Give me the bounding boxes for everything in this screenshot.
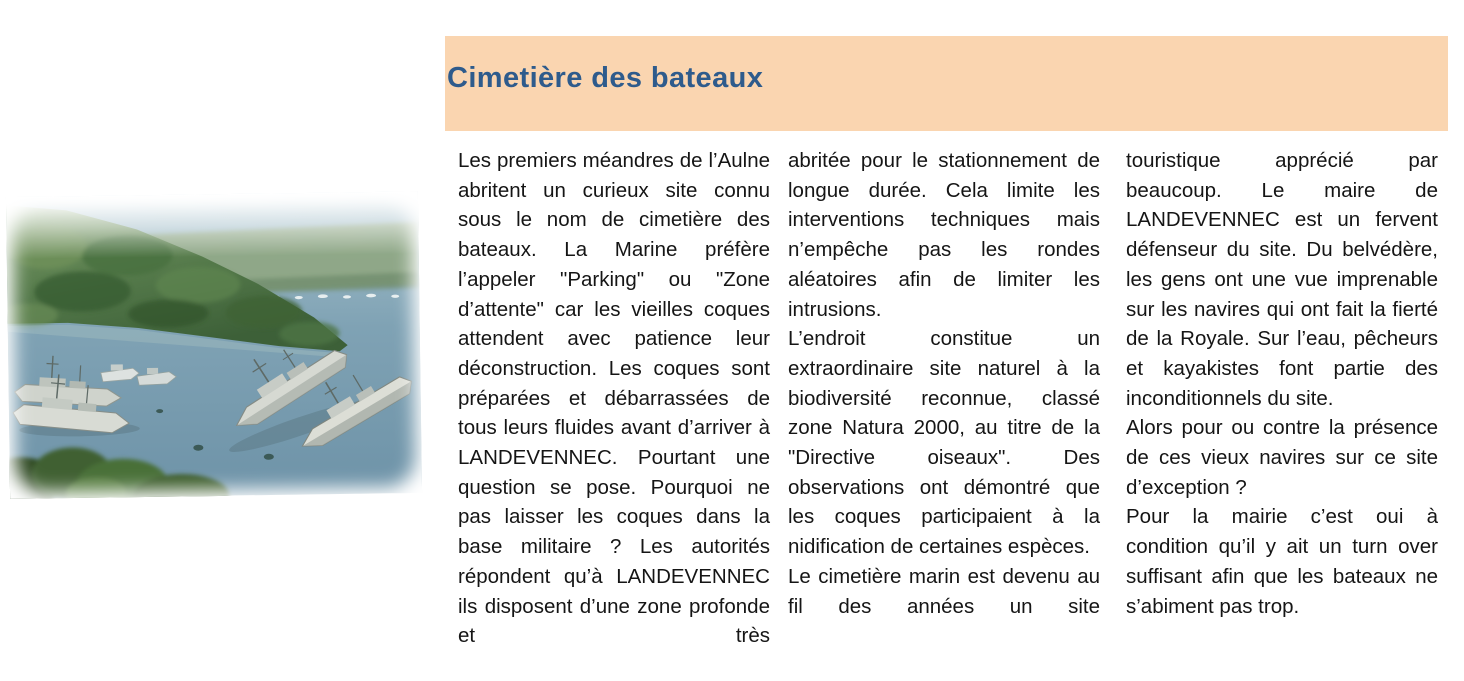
boat-cemetery-photo [6,191,422,499]
text-column-3 [1126,146,1438,621]
paragraph: touristique apprécié par beaucoup. Le maire de LANDEVENNEC est un fervent défenseur du site. Du belvédère, les gens ont une vue imprenable sur les navires qui ont fait la fierté de la Royale. Sur l’eau, pêcheurs et kayakistes font partie des inconditionnels du site. [1126,149,1438,410]
paragraph: L’endroit constitue un extraordinaire site naturel à la biodiversité reconnue, classé zone Natura 2000, au titre de la "Directive oiseaux". Des observations ont démontré que les coques participaient à la nidification de certaines espèces. [788,327,1100,559]
title-band [445,36,1448,131]
paragraph: abritée pour le stationnement de longue durée. Cela limite les interventions techniques mais n’empêche pas les rondes aléatoires afin de limiter les intrusions. [788,149,1100,321]
paragraph: Le cimetière marin est devenu au fil des années un site [788,564,1100,618]
boat-cemetery-photo-scene [6,191,422,499]
top-haze [6,191,419,259]
text-column-2 [788,146,1100,621]
paragraph: Les premiers méandres de l’Aulne abritent un curieux site connu sous le nom de cimetière des bateaux. La Marine préfère l’appeler "Parking" ou "Zone d’attente" car les vieilles coques attendent avec patience leur déconstruction. Les coques sont préparées et débarrassées de tous leurs fluides avant d’arriver à LANDEVENNEC. Pourtant une question se pose. Pourquoi ne pas laisser les coques dans la base militaire ? Les autorités répondent qu’à LANDEVENNEC ils disposent d’une zone profonde et très [458,149,770,648]
text-column-1 [458,146,770,651]
paragraph: Pour la mairie c’est oui à condition qu’il y ait un turn over suffisant afin que les bateaux ne s’abiment pas trop. [1126,505,1438,618]
page-title: Cimetière des bateaux [447,62,764,94]
paragraph: Alors pour ou contre la présence de ces vieux navires sur ce site d’exception ? [1126,416,1438,499]
